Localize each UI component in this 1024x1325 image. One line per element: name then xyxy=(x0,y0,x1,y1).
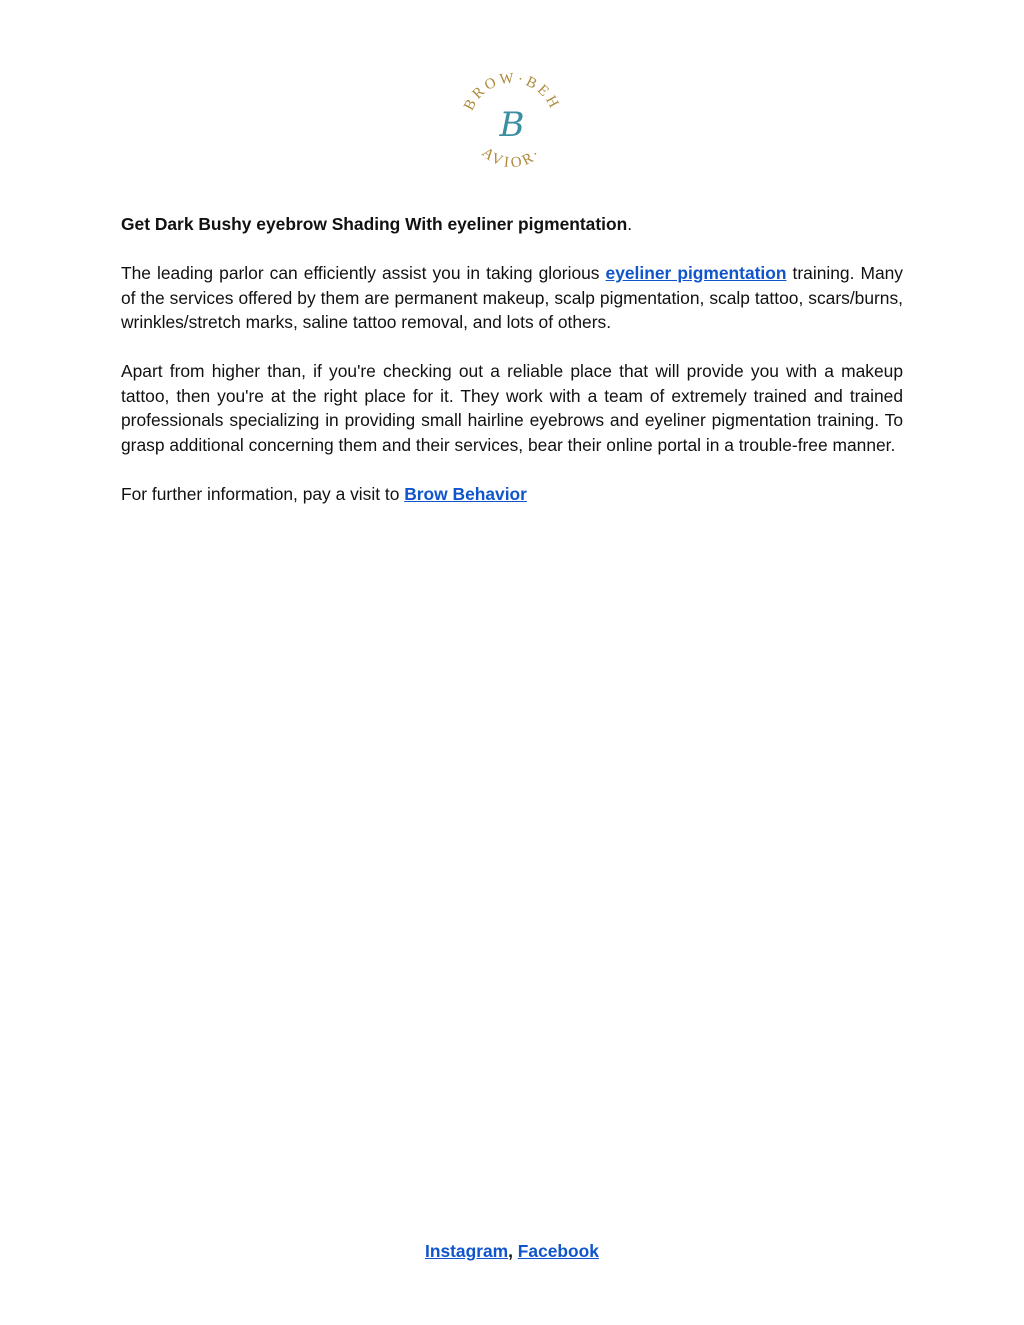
paragraph-visit-text: For further information, pay a visit to xyxy=(121,483,405,504)
article-body xyxy=(121,212,903,531)
article-title-period: . xyxy=(627,214,633,234)
paragraph-intro xyxy=(121,261,903,335)
paragraph-visit xyxy=(121,482,903,507)
paragraph-intro-rest: training. Many of the services offered by them are permanent makeup, scalp pigmentation, scalp tattoo, scars/burns, wrinkles/stretch marks, saline tattoo removal, and lots of others. xyxy=(121,263,904,332)
instagram-link[interactable]: Instagram xyxy=(425,1241,509,1261)
brow-behavior-link[interactable]: Brow Behavior xyxy=(404,483,527,504)
article-title: Get Dark Bushy eyebrow Shading With eyeliner pigmentation xyxy=(121,214,628,234)
brow-behavior-logo xyxy=(457,70,567,180)
logo-arc-text-top: BROW·BEH xyxy=(461,70,563,114)
eyeliner-pigmentation-link[interactable]: eyeliner pigmentation xyxy=(605,263,787,283)
social-links-footer xyxy=(0,1239,1024,1264)
paragraph-details: Apart from higher than, if you're checking out a reliable place that will provide you with a makeup tattoo, then you're at the right place for it. They work with a team of extremely trained and trained professionals specializing in providing small hairline eyebrows and eyeliner pigmentation training. To grasp additional concerning them and their services, bear their online portal in a trouble-free manner. xyxy=(121,361,903,455)
logo-graphic xyxy=(457,70,567,180)
paragraph-intro-lead: The leading parlor can efficiently assist you in taking glorious xyxy=(121,263,606,283)
social-links-separator: , xyxy=(508,1241,518,1261)
article-title-line xyxy=(121,212,903,237)
logo-monogram: B xyxy=(499,105,525,145)
facebook-link[interactable]: Facebook xyxy=(517,1241,599,1261)
logo-arc-text-bottom: AVIOR· xyxy=(478,144,546,172)
